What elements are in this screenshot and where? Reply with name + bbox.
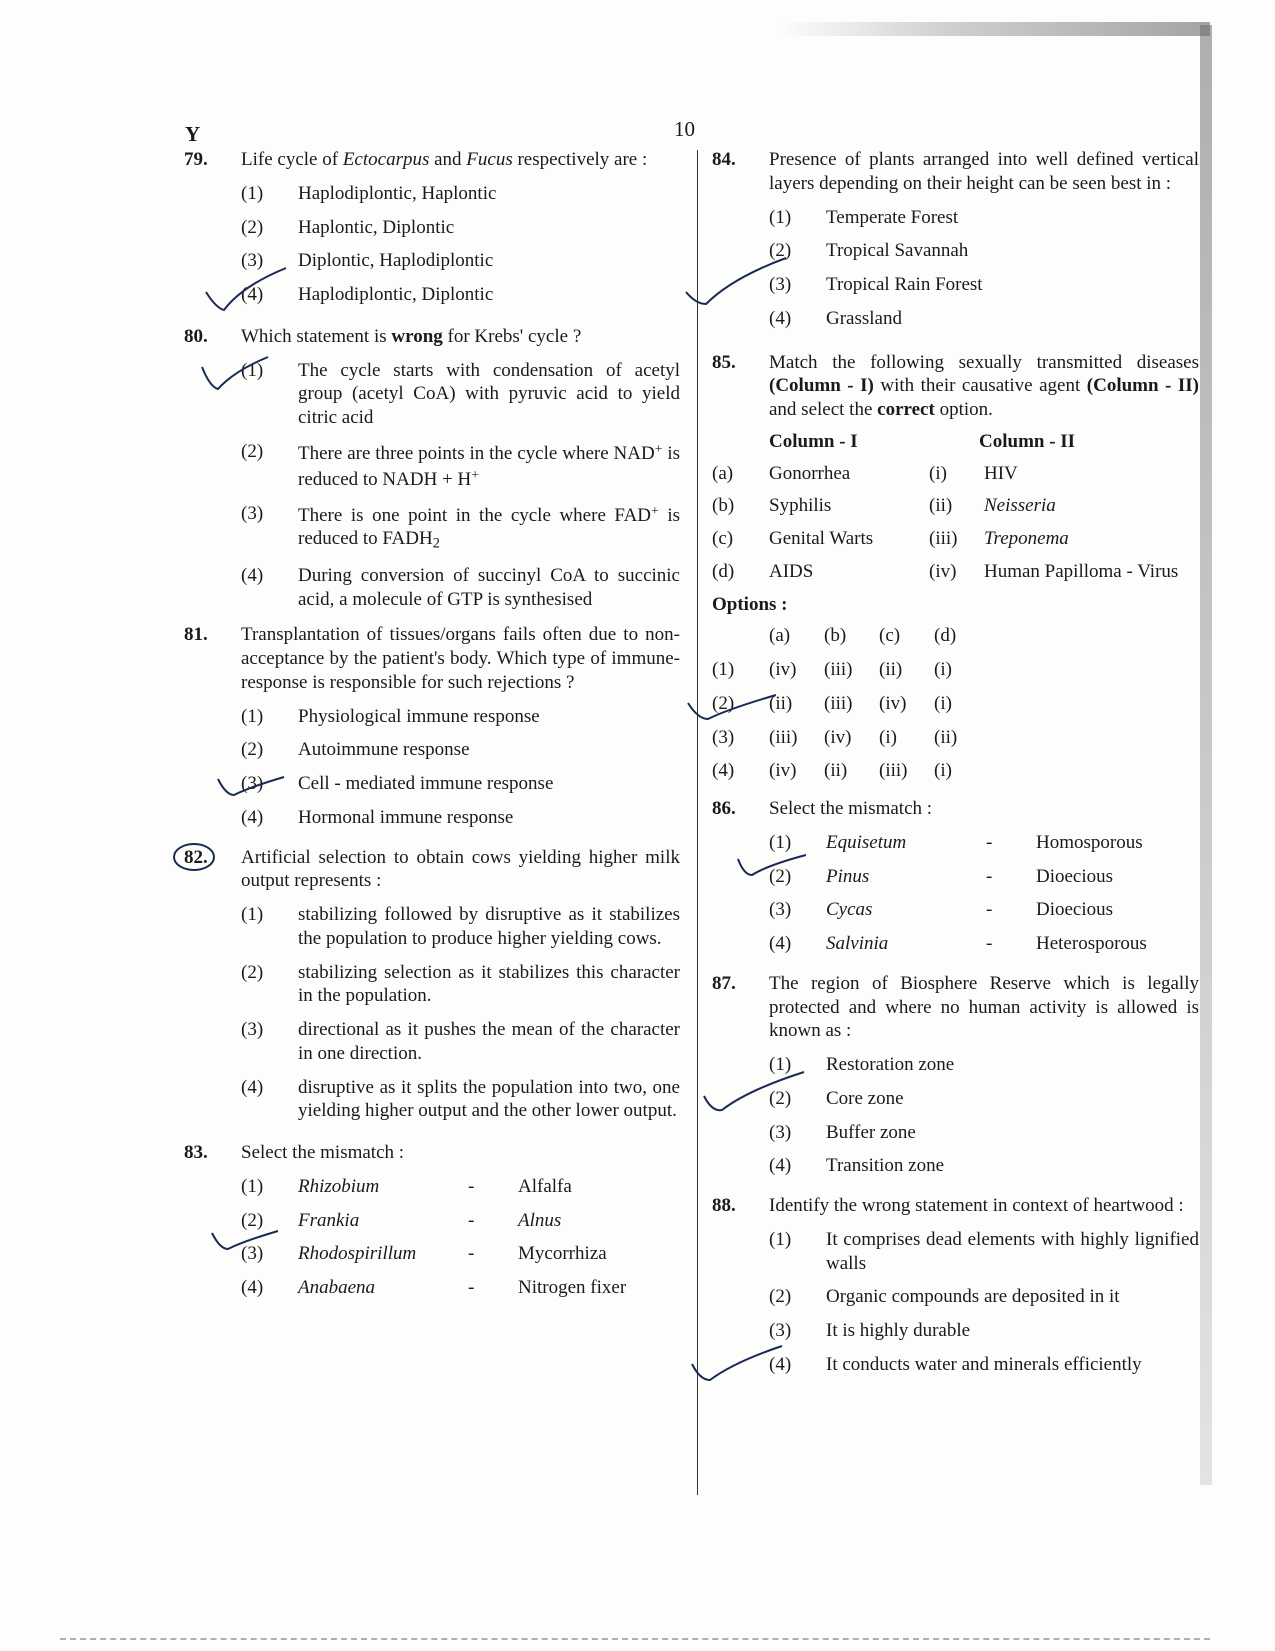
option-number: (2) xyxy=(769,240,792,262)
option-number: (4) xyxy=(769,933,792,954)
option-text: disruptive as it splits the population into two, one yielding higher output and the other lower output. xyxy=(298,1076,680,1122)
option-number: (2) xyxy=(241,216,264,238)
match-row xyxy=(712,527,1199,551)
agent-name: HIV xyxy=(984,462,1018,484)
superscript: + xyxy=(654,440,663,456)
option-2[interactable] xyxy=(241,738,680,762)
match-table xyxy=(712,430,1199,584)
question-text xyxy=(241,325,680,349)
option-cell: (iv) xyxy=(769,659,797,680)
question-81 xyxy=(184,623,680,829)
match-row xyxy=(712,494,1199,518)
option-2[interactable] xyxy=(241,961,680,1009)
option-3[interactable] xyxy=(241,249,680,273)
text-fragment: for Krebs' cycle ? xyxy=(442,325,582,347)
option-text: Cell - mediated immune response xyxy=(298,773,554,795)
option-text: Tropical Savannah xyxy=(826,240,969,262)
option-2[interactable] xyxy=(769,239,1199,263)
question-number: 81. xyxy=(184,624,208,646)
option-number: (2) xyxy=(241,440,264,462)
row-label: (b) xyxy=(712,495,735,517)
option-number: (3) xyxy=(769,274,792,295)
option-text: stabilizing followed by disruptive as it stabilizes the population to produce higher yielding cows. xyxy=(298,904,680,949)
option-3[interactable] xyxy=(241,772,680,796)
option-number: (3) xyxy=(241,1243,264,1265)
question-number: 84. xyxy=(712,149,736,170)
text-fragment: respectively are : xyxy=(512,149,648,170)
text-fragment: Which statement is xyxy=(241,325,392,347)
option-1[interactable] xyxy=(241,182,680,206)
emphasis-text: (Column - I) xyxy=(769,375,874,397)
option-text: Haplodiplontic, Haplontic xyxy=(298,182,497,204)
option-number: (2) xyxy=(769,1087,792,1109)
option-number: (4) xyxy=(241,1076,264,1098)
separator: - xyxy=(468,1175,475,1197)
plant-name: Salvinia xyxy=(826,933,889,954)
scan-edge-right xyxy=(1200,25,1212,1485)
option-number: (4) xyxy=(769,1155,792,1177)
separator: - xyxy=(468,1277,475,1299)
question-83 xyxy=(184,1141,680,1300)
question-text: Select the mismatch : xyxy=(241,1142,405,1164)
column-2-heading: Column - II xyxy=(979,430,1076,452)
question-80 xyxy=(184,325,680,612)
question-text: Identify the wrong statement in context of heartwood : xyxy=(769,1195,1184,1216)
organism-name: Frankia xyxy=(298,1209,360,1231)
option-number: (4) xyxy=(241,284,264,305)
question-text: Presence of plants arranged into well defined vertical layers depending on their height can be seen best in : xyxy=(769,149,1199,194)
option-cell: (ii) xyxy=(934,726,958,748)
option-number: (1) xyxy=(241,182,264,204)
options-list xyxy=(241,1175,680,1300)
option-cell: (i) xyxy=(934,760,952,782)
question-number: 88. xyxy=(712,1195,736,1216)
option-4[interactable] xyxy=(769,307,1199,331)
option-number: (2) xyxy=(241,739,264,761)
option-cell: (ii) xyxy=(824,760,848,782)
option-1[interactable] xyxy=(712,658,1199,682)
option-number: (1) xyxy=(769,206,792,228)
option-number: (1) xyxy=(241,705,264,727)
option-number: (3) xyxy=(241,250,264,272)
option-number: (1) xyxy=(241,1175,264,1197)
option-text: Tropical Rain Forest xyxy=(826,274,983,295)
option-text: Organic compounds are deposited in it xyxy=(826,1286,1120,1308)
option-2[interactable] xyxy=(769,1087,1199,1111)
match-text: Nitrogen fixer xyxy=(518,1277,627,1299)
option-number: (1) xyxy=(769,1054,792,1075)
option-2[interactable] xyxy=(241,1209,680,1233)
option-number: (2) xyxy=(769,1286,792,1308)
subscript: 2 xyxy=(432,535,440,552)
option-number: (3) xyxy=(769,1121,792,1143)
option-cell: (ii) xyxy=(769,692,793,714)
column-heading: (b) xyxy=(824,625,847,647)
agent-name: Human Papilloma - Virus xyxy=(984,560,1179,582)
option-1[interactable] xyxy=(769,1228,1199,1276)
option-cell: (iii) xyxy=(824,659,853,680)
disease-name: Genital Warts xyxy=(769,528,874,549)
match-text: Dioecious xyxy=(1036,899,1114,921)
emphasis-text: (Column - II) xyxy=(1086,375,1199,397)
option-number: (4) xyxy=(712,760,735,782)
option-number: (3) xyxy=(712,726,735,748)
option-4[interactable] xyxy=(241,806,680,830)
option-text: Diplontic, Haplodiplontic xyxy=(298,250,494,272)
question-number: 79. xyxy=(184,149,208,170)
question-text: Transplantation of tissues/organs fails often due to non-acceptance by the patient's body. Which type of immune-response is responsible for such rejections ? xyxy=(241,624,680,693)
option-4[interactable] xyxy=(712,759,1199,783)
match-row xyxy=(712,560,1199,584)
right-column xyxy=(712,148,1199,1387)
options-table xyxy=(712,624,1199,783)
option-1[interactable] xyxy=(769,1053,1199,1077)
row-label: (iii) xyxy=(929,528,958,549)
options-list xyxy=(241,903,680,1123)
option-cell: (ii) xyxy=(879,659,903,680)
option-cell: (iii) xyxy=(769,726,798,748)
separator: - xyxy=(468,1209,475,1231)
disease-name: Gonorrhea xyxy=(769,462,851,484)
agent-name: Treponema xyxy=(984,528,1069,549)
question-number: 82. xyxy=(184,846,208,868)
option-number: (4) xyxy=(241,1277,264,1299)
scan-edge-bottom xyxy=(60,1638,1210,1640)
option-2[interactable] xyxy=(769,865,1199,889)
row-label: (d) xyxy=(712,560,735,582)
row-label: (a) xyxy=(712,462,734,484)
option-cell: (iii) xyxy=(879,760,908,782)
option-cell: (i) xyxy=(934,659,952,680)
text-fragment: and xyxy=(429,149,467,170)
option-number: (3) xyxy=(769,899,792,921)
option-text: Transition zone xyxy=(826,1155,945,1177)
option-number: (4) xyxy=(769,1353,792,1375)
organism-name: Anabaena xyxy=(298,1277,376,1299)
left-column xyxy=(184,148,680,1310)
row-label: (ii) xyxy=(929,495,953,517)
match-text: Heterosporous xyxy=(1036,933,1147,954)
option-cell: (i) xyxy=(879,726,897,748)
option-2[interactable] xyxy=(241,216,680,240)
option-cell: (iii) xyxy=(824,692,853,714)
option-number: (3) xyxy=(241,502,264,524)
option-text: Hormonal immune response xyxy=(298,806,514,828)
text-fragment: is reduced to FADH xyxy=(298,504,680,550)
match-text: Alnus xyxy=(518,1209,562,1231)
option-text: Core zone xyxy=(826,1087,904,1109)
option-3[interactable] xyxy=(769,1319,1199,1343)
column-heading: (c) xyxy=(879,625,901,647)
organism-name: Rhizobium xyxy=(298,1175,380,1197)
option-text: It is highly durable xyxy=(826,1320,971,1341)
superscript: + xyxy=(471,466,479,482)
column-1-heading: Column - I xyxy=(769,430,858,452)
option-3[interactable] xyxy=(769,273,1199,297)
option-1[interactable] xyxy=(241,1175,680,1199)
options-list xyxy=(769,831,1199,956)
option-3[interactable] xyxy=(241,502,680,554)
superscript: + xyxy=(651,502,659,518)
option-text: Buffer zone xyxy=(826,1121,916,1143)
species-name: Ectocarpus xyxy=(342,149,430,170)
option-2[interactable] xyxy=(769,1285,1199,1309)
question-text xyxy=(241,148,680,172)
option-text xyxy=(298,502,680,554)
option-number: (1) xyxy=(241,359,264,381)
question-number: 87. xyxy=(712,972,736,994)
text-fragment: is reduced to NADH + H xyxy=(298,442,680,490)
option-text: It conducts water and minerals efficiently xyxy=(826,1353,1142,1375)
plant-name: Cycas xyxy=(826,899,873,921)
option-number: (1) xyxy=(769,831,792,853)
option-1[interactable] xyxy=(769,206,1199,230)
set-code: Y xyxy=(185,122,201,146)
separator: - xyxy=(986,899,993,921)
option-text: Haplodiplontic, Diplontic xyxy=(298,284,494,305)
question-text: Select the mismatch : xyxy=(769,798,933,819)
option-number: (4) xyxy=(241,564,264,586)
option-number: (4) xyxy=(241,806,264,828)
question-87 xyxy=(712,972,1199,1178)
option-number: (3) xyxy=(769,1320,792,1341)
option-number: (1) xyxy=(769,1228,792,1250)
option-text: Autoimmune response xyxy=(298,739,470,761)
question-82 xyxy=(184,846,680,1124)
question-84 xyxy=(712,148,1199,331)
text-fragment: and select the xyxy=(769,399,878,420)
question-number: 85. xyxy=(712,351,736,373)
match-text: Alfalfa xyxy=(518,1175,572,1197)
text-fragment: option. xyxy=(934,399,993,420)
option-number: (2) xyxy=(712,692,735,714)
options-list xyxy=(241,705,680,830)
match-text: Mycorrhiza xyxy=(518,1243,607,1265)
text-fragment: Match the following sexually transmitted diseases xyxy=(769,351,1199,373)
option-cell: (i) xyxy=(934,692,952,714)
option-text: Haplontic, Diplontic xyxy=(298,216,455,238)
match-table-header xyxy=(712,430,1199,454)
separator: - xyxy=(986,933,993,954)
option-text xyxy=(298,440,680,492)
question-text xyxy=(769,351,1199,422)
column-divider xyxy=(697,150,698,1495)
option-4[interactable] xyxy=(241,283,680,307)
option-text: Restoration zone xyxy=(826,1054,955,1075)
question-number: 80. xyxy=(184,325,208,347)
options-list xyxy=(769,1053,1199,1178)
option-4[interactable] xyxy=(241,564,680,612)
disease-name: Syphilis xyxy=(769,495,832,517)
option-number: (1) xyxy=(712,659,735,680)
disease-name: AIDS xyxy=(769,560,814,582)
organism-name: Rhodospirillum xyxy=(298,1243,417,1265)
row-label: (i) xyxy=(929,462,947,484)
option-text: Physiological immune response xyxy=(298,705,540,727)
option-text: stabilizing selection as it stabilizes this character in the population. xyxy=(298,961,680,1007)
option-3[interactable] xyxy=(241,1242,680,1266)
option-number: (2) xyxy=(769,865,792,887)
column-heading: (a) xyxy=(769,625,791,647)
option-cell: (iv) xyxy=(769,760,797,782)
row-label: (c) xyxy=(712,528,734,549)
option-number: (4) xyxy=(769,307,792,329)
separator: - xyxy=(986,831,993,853)
option-text: Temperate Forest xyxy=(826,206,959,228)
match-row xyxy=(712,462,1199,486)
option-1[interactable] xyxy=(241,903,680,951)
option-4[interactable] xyxy=(241,1076,680,1124)
question-number: 86. xyxy=(712,798,736,819)
option-4[interactable] xyxy=(769,932,1199,956)
question-88 xyxy=(712,1194,1199,1377)
match-text: Homosporous xyxy=(1036,831,1143,853)
option-3[interactable] xyxy=(241,1018,680,1066)
question-number: 83. xyxy=(184,1142,208,1164)
option-2[interactable] xyxy=(241,440,680,492)
option-number: (1) xyxy=(241,904,264,926)
emphasis-text: correct xyxy=(877,399,935,420)
option-3[interactable] xyxy=(769,1121,1199,1145)
option-2[interactable] xyxy=(712,692,1199,716)
option-text: During conversion of succinyl CoA to succinic acid, a molecule of GTP is synthesised xyxy=(298,564,680,610)
option-1[interactable] xyxy=(241,359,680,430)
options-list xyxy=(241,182,680,307)
option-cell: (iv) xyxy=(879,692,907,714)
option-number: (3) xyxy=(241,1019,264,1041)
plant-name: Equisetum xyxy=(826,831,907,853)
options-list xyxy=(241,359,680,612)
text-fragment: with their causative agent xyxy=(873,375,1087,397)
agent-name: Neisseria xyxy=(984,495,1056,517)
options-table-header xyxy=(712,624,1199,648)
text-fragment: Life cycle of xyxy=(241,149,343,170)
options-label: Options : xyxy=(712,593,788,615)
option-cell: (iv) xyxy=(824,726,852,748)
question-85 xyxy=(712,351,1199,784)
emphasis-text: wrong xyxy=(391,325,443,347)
option-number: (2) xyxy=(241,961,264,983)
scan-edge-top xyxy=(780,22,1210,36)
option-text: It comprises dead elements with highly lignified walls xyxy=(826,1228,1199,1274)
question-text: The region of Biosphere Reserve which is legally protected and where no human activity is allowed is known as : xyxy=(769,972,1199,1042)
separator: - xyxy=(468,1243,475,1265)
option-number: (2) xyxy=(241,1209,264,1231)
question-text: Artificial selection to obtain cows yielding higher milk output represents : xyxy=(241,846,680,892)
plant-name: Pinus xyxy=(826,865,870,887)
option-3[interactable] xyxy=(712,726,1199,750)
option-3[interactable] xyxy=(769,898,1199,922)
options-list xyxy=(769,206,1199,331)
option-text: The cycle starts with condensation of acetyl group (acetyl CoA) with pyruvic acid to yield citric acid xyxy=(298,359,680,428)
question-86 xyxy=(712,797,1199,956)
option-number: (3) xyxy=(241,773,264,795)
question-79 xyxy=(184,148,680,307)
option-text: Grassland xyxy=(826,307,902,329)
column-heading: (d) xyxy=(934,625,957,647)
match-text: Dioecious xyxy=(1036,865,1114,887)
row-label: (iv) xyxy=(929,560,957,582)
species-name: Fucus xyxy=(466,149,513,170)
option-4[interactable] xyxy=(241,1276,680,1300)
option-1[interactable] xyxy=(241,705,680,729)
option-text: directional as it pushes the mean of the character in one direction. xyxy=(298,1019,680,1064)
options-list xyxy=(769,1228,1199,1377)
option-1[interactable] xyxy=(769,831,1199,855)
text-fragment: There is one point in the cycle where FAD xyxy=(298,504,652,526)
option-4[interactable] xyxy=(769,1353,1199,1377)
separator: - xyxy=(986,865,993,887)
text-fragment: There are three points in the cycle where NAD xyxy=(298,442,655,464)
page-number: 10 xyxy=(674,117,695,141)
option-4[interactable] xyxy=(769,1154,1199,1178)
